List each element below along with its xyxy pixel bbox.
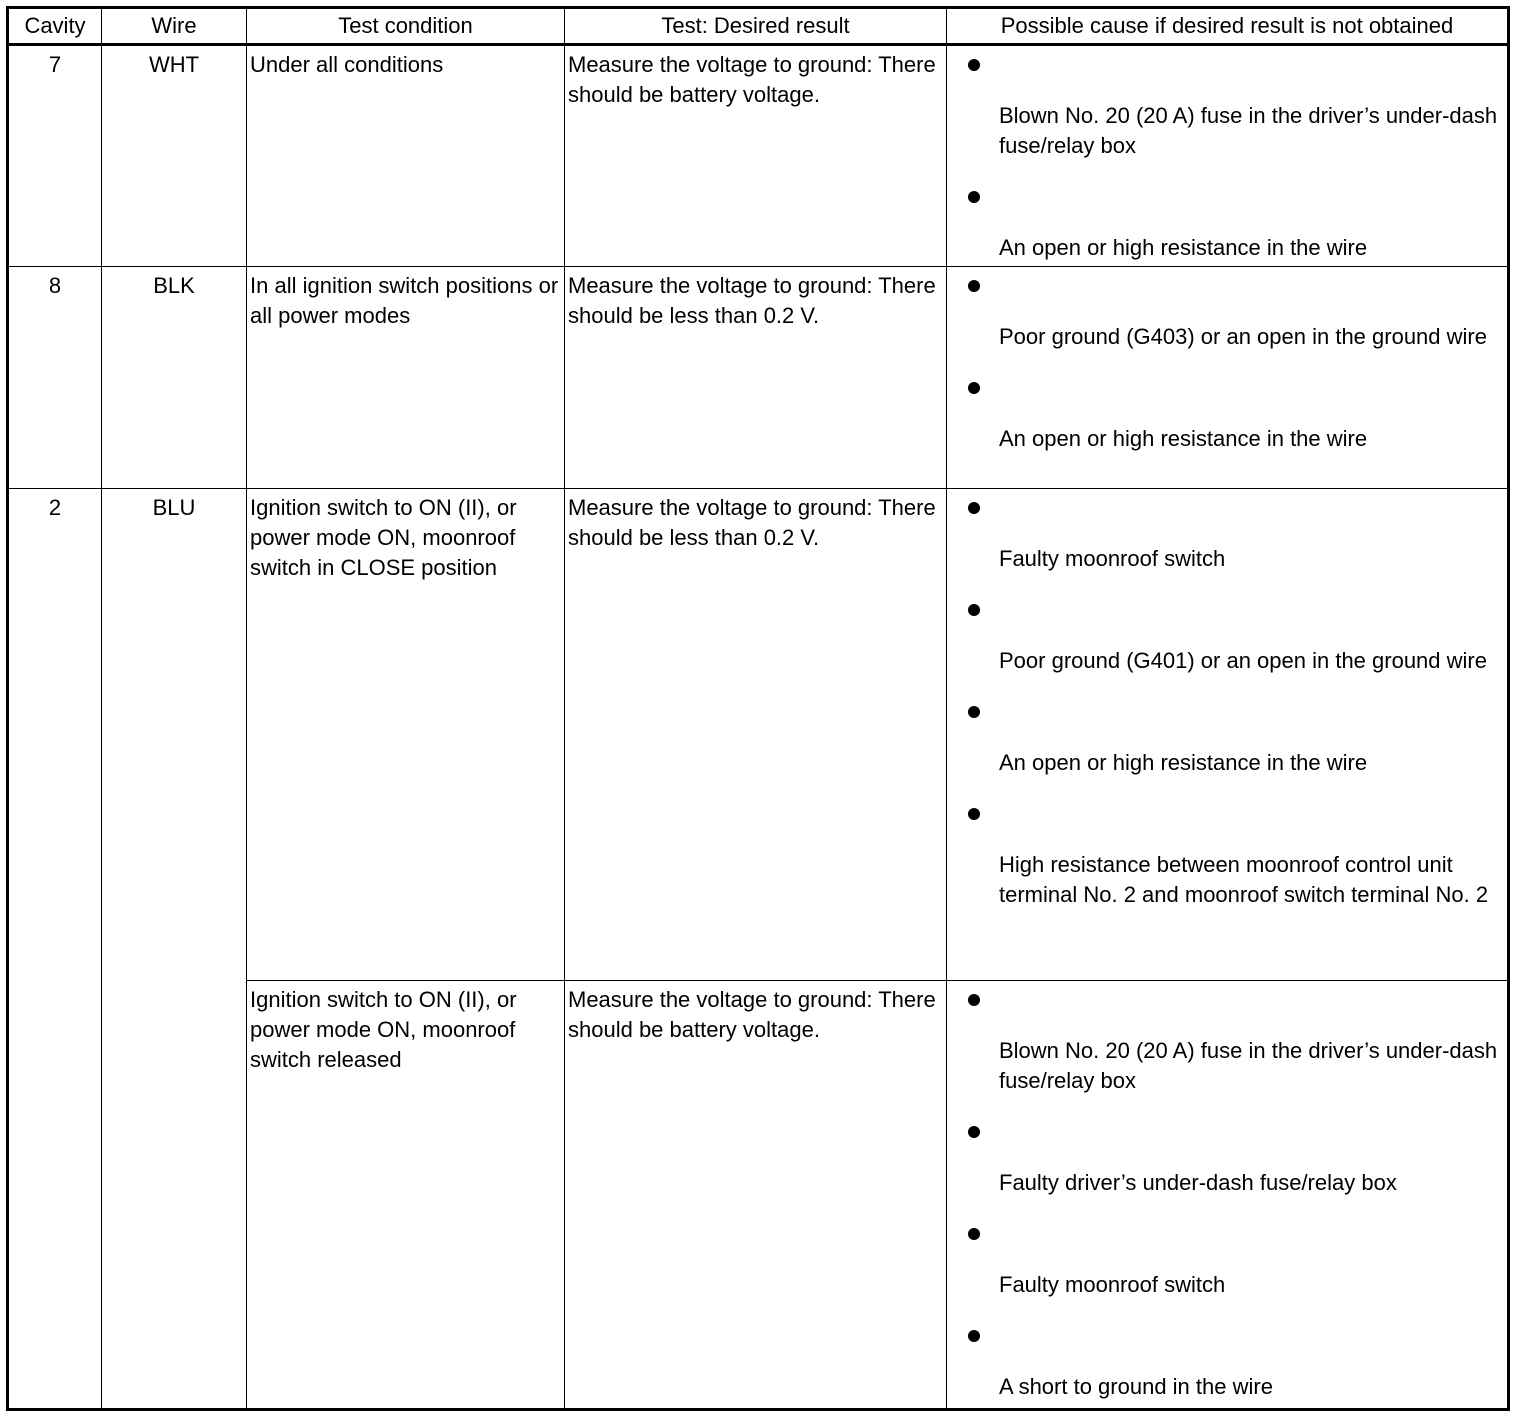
bullet-icon [968, 191, 980, 203]
desired-result-cell: Measure the voltage to ground: There should be battery voltage. [565, 45, 947, 267]
cause-text: Poor ground (G401) or an open in the ground wire [999, 648, 1487, 673]
bullet-icon [968, 1330, 980, 1342]
wire-cell: WHT [102, 45, 247, 267]
header-wire: Wire [102, 8, 247, 45]
wire-cell: BLK [102, 267, 247, 489]
list-item [947, 693, 1507, 795]
cause-list [947, 981, 1507, 1402]
desired-result-cell: Measure the voltage to ground: There should be less than 0.2 V. [565, 489, 947, 981]
list-item [947, 178, 1507, 263]
cavity-cell: 8 [8, 267, 102, 489]
test-condition-cell: Ignition switch to ON (II), or power mode ON, moonroof switch in CLOSE position [247, 489, 565, 981]
list-item [947, 1113, 1507, 1215]
cavity-cell: 2 [8, 489, 102, 1410]
cause-text: Faulty driver’s under-dash fuse/relay box [999, 1170, 1397, 1195]
header-row [8, 8, 1509, 45]
header-possible-cause: Possible cause if desired result is not obtained [947, 8, 1509, 45]
header-cavity: Cavity [8, 8, 102, 45]
cause-text: Faulty moonroof switch [999, 546, 1226, 571]
possible-cause-cell [947, 489, 1509, 981]
bullet-icon [968, 808, 980, 820]
list-item [947, 369, 1507, 454]
bullet-icon [968, 706, 980, 718]
bullet-icon [968, 1228, 980, 1240]
list-item [947, 1215, 1507, 1317]
cause-text: An open or high resistance in the wire [999, 750, 1368, 775]
cause-list [947, 46, 1507, 263]
bullet-icon [968, 1126, 980, 1138]
table-row [8, 45, 1509, 267]
list-item [947, 46, 1507, 178]
list-item [947, 591, 1507, 693]
cause-text: Blown No. 20 (20 A) fuse in the driver’s under-dash fuse/relay box [999, 1038, 1498, 1093]
list-item [947, 1317, 1507, 1402]
cause-text: High resistance between moonroof control unit terminal No. 2 and moonroof switch terminal No. 2 [999, 852, 1489, 907]
table-body [8, 45, 1509, 1410]
list-item [947, 795, 1507, 910]
bullet-icon [968, 604, 980, 616]
test-condition-cell: In all ignition switch positions or all power modes [247, 267, 565, 489]
bullet-icon [968, 502, 980, 514]
diagnostic-table [6, 6, 1510, 1411]
cause-list [947, 489, 1507, 910]
desired-result-cell: Measure the voltage to ground: There should be less than 0.2 V. [565, 267, 947, 489]
cause-text: A short to ground in the wire [999, 1374, 1273, 1399]
cause-text: An open or high resistance in the wire [999, 235, 1368, 260]
cause-text: Poor ground (G403) or an open in the ground wire [999, 324, 1487, 349]
list-item [947, 489, 1507, 591]
table-row [8, 489, 1509, 981]
possible-cause-cell [947, 981, 1509, 1410]
cavity-cell: 7 [8, 45, 102, 267]
possible-cause-cell [947, 45, 1509, 267]
bullet-icon [968, 994, 980, 1006]
cause-text: Blown No. 20 (20 A) fuse in the driver’s under-dash fuse/relay box [999, 103, 1498, 158]
wire-cell: BLU [102, 489, 247, 1410]
list-item [947, 267, 1507, 369]
test-condition-cell: Ignition switch to ON (II), or power mode ON, moonroof switch released [247, 981, 565, 1410]
possible-cause-cell [947, 267, 1509, 489]
cause-text: An open or high resistance in the wire [999, 426, 1368, 451]
header-desired-result: Test: Desired result [565, 8, 947, 45]
cause-text: Faulty moonroof switch [999, 1272, 1226, 1297]
desired-result-cell: Measure the voltage to ground: There should be battery voltage. [565, 981, 947, 1410]
list-item [947, 981, 1507, 1113]
cause-list [947, 267, 1507, 454]
bullet-icon [968, 59, 980, 71]
table-row [8, 267, 1509, 489]
bullet-icon [968, 280, 980, 292]
header-test-condition: Test condition [247, 8, 565, 45]
test-condition-cell: Under all conditions [247, 45, 565, 267]
bullet-icon [968, 382, 980, 394]
